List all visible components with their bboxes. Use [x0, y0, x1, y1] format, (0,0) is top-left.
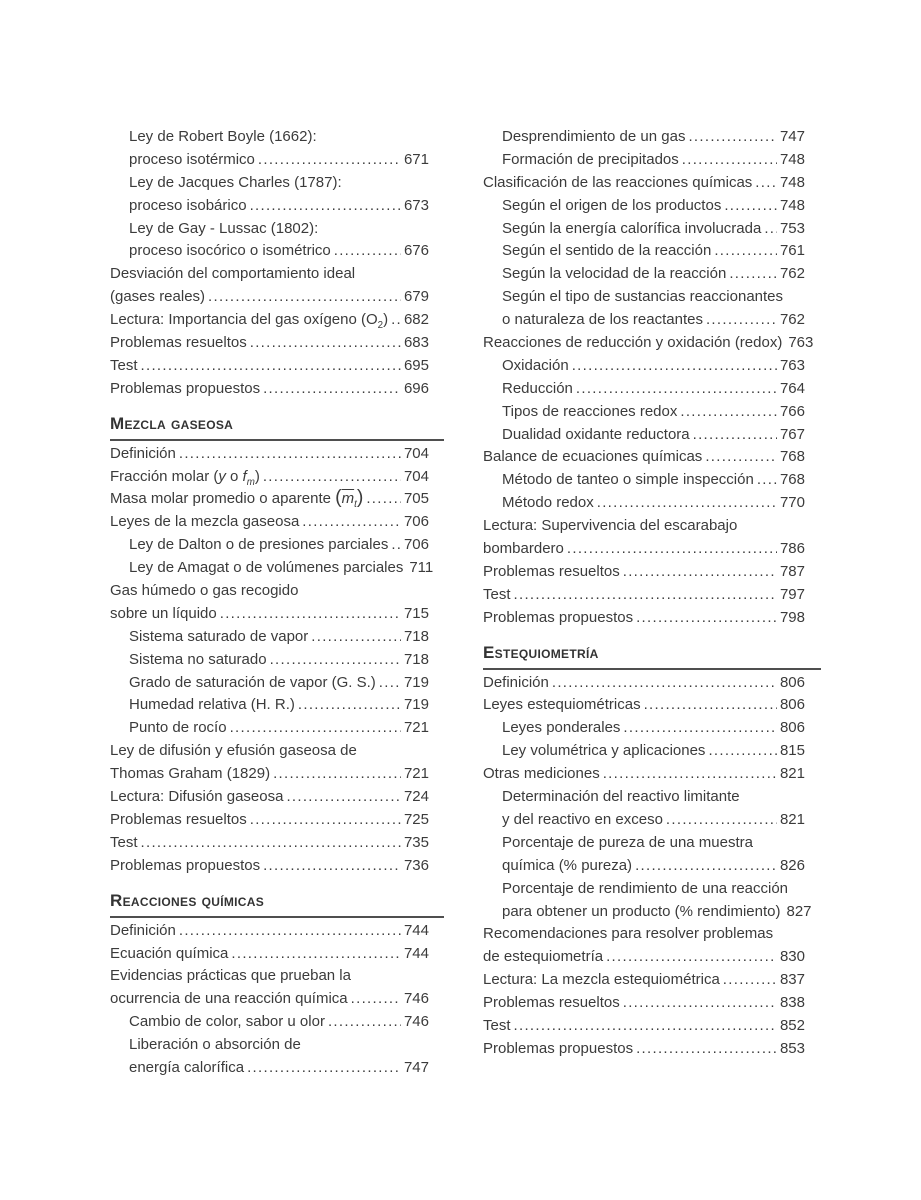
page-number: 748 [779, 173, 805, 191]
dot-leader [250, 197, 401, 214]
page-number: 721 [403, 765, 429, 783]
entry-title: Según el sentido de la reacción [502, 242, 712, 260]
page-number: 748 [779, 196, 805, 214]
entry-title: Ley de Gay - Lussac (1802): [129, 219, 319, 237]
page-number: 695 [403, 356, 429, 374]
toc-entry [110, 357, 444, 380]
dot-leader [230, 719, 401, 736]
entry-title: Ley de Robert Boyle (1662): [129, 128, 317, 145]
entry-title: Balance de ecuaciones químicas [483, 448, 703, 466]
entry-title: Test [483, 585, 511, 603]
entry-title: ocurrencia de una reacción química [110, 990, 348, 1008]
toc-entry [110, 468, 444, 491]
entry-title: Reducción [502, 379, 573, 397]
dot-leader [141, 357, 401, 374]
dot-leader [286, 788, 401, 805]
entry-title: (gases reales) [110, 288, 206, 306]
dot-leader [708, 742, 777, 759]
entry-title: bombardero [483, 540, 564, 558]
entry-title: Sistema saturado de vapor [129, 627, 309, 645]
section-header [483, 641, 821, 670]
entry-title: Problemas resueltos [110, 810, 247, 828]
page-number: 753 [779, 219, 805, 237]
entry-title: Porcentaje de pureza de una muestra [502, 833, 753, 851]
page-number: 853 [779, 1039, 805, 1057]
toc-entry [110, 990, 444, 1013]
toc-entry [483, 811, 821, 834]
entry-title: Método redox [502, 494, 594, 512]
toc-entry [110, 197, 444, 220]
toc-entry [483, 586, 821, 609]
dot-leader [636, 1040, 777, 1057]
dot-leader [623, 994, 777, 1011]
dot-leader [693, 426, 777, 443]
page-number: 827 [786, 902, 812, 920]
toc-entry [110, 945, 444, 968]
dot-leader [263, 857, 401, 874]
dot-leader [714, 242, 777, 259]
toc-entry [110, 719, 444, 742]
toc-entry [110, 242, 444, 265]
dot-leader [328, 1013, 401, 1030]
entry-title: Gas húmedo o gas recogido [110, 582, 299, 600]
page-number: 826 [779, 856, 805, 874]
page-number: 768 [779, 448, 805, 466]
toc-entry [110, 151, 444, 174]
page-number: 837 [779, 971, 805, 989]
entry-title: Test [110, 356, 138, 374]
toc-entry [483, 971, 821, 994]
toc-entry [483, 540, 821, 563]
page-number: 762 [779, 265, 805, 283]
dot-leader [764, 220, 777, 237]
entry-title: Lectura: La mezcla estequiométrica [483, 971, 720, 989]
dot-leader [270, 651, 401, 668]
page-number: 705 [403, 490, 429, 508]
entry-title: Ley de Amagat o de volúmenes parciales [129, 559, 404, 577]
dot-leader [757, 471, 777, 488]
entry-title: Test [110, 833, 138, 851]
entry-title: Evidencias prácticas que prueban la [110, 967, 351, 985]
toc-entry [483, 925, 821, 948]
section-title: Reacciones químicas [110, 890, 265, 910]
entry-title: y del reactivo en exceso [502, 810, 663, 828]
toc-entry [110, 265, 444, 288]
dot-leader [334, 242, 401, 259]
entry-title: Según el tipo de sustancias reaccionantes [502, 288, 784, 306]
toc-entry [110, 559, 444, 582]
toc-entry [483, 696, 821, 719]
page-number: 838 [779, 994, 805, 1012]
page-number: 671 [403, 150, 429, 168]
toc-entry [483, 334, 821, 357]
page-number: 736 [403, 856, 429, 874]
dot-leader [231, 945, 401, 962]
dot-leader [688, 128, 777, 145]
dot-leader [179, 922, 401, 939]
page-number: 744 [403, 921, 429, 939]
page-number: 806 [779, 719, 805, 737]
page-number: 798 [779, 608, 805, 626]
entry-title: Leyes ponderales [502, 719, 621, 737]
toc-entry [483, 174, 821, 197]
entry-title: Oxidación [502, 356, 569, 374]
dot-leader [273, 765, 401, 782]
entry-title: Desviación del comportamiento ideal [110, 265, 356, 283]
entry-title: Según la energía calorífica involucrada [502, 219, 762, 237]
dot-leader [258, 151, 401, 168]
toc-entry [483, 563, 821, 586]
dot-leader [755, 174, 777, 191]
page-number: 821 [779, 810, 805, 828]
entry-title: Problemas propuestos [483, 1039, 634, 1057]
toc-entry [110, 674, 444, 697]
page-number: 704 [403, 467, 429, 485]
entry-title: Otras mediciones [483, 765, 600, 783]
page-number: 768 [779, 471, 805, 489]
toc-entry [110, 605, 444, 628]
entry-title: Porcentaje de rendimiento de una reacción [502, 879, 789, 897]
entry-title: Liberación o absorción de [129, 1036, 301, 1054]
entry-title: Clasificación de las reacciones químicas [483, 173, 753, 191]
dot-leader [391, 311, 401, 328]
dot-leader [250, 811, 401, 828]
toc-entry [483, 994, 821, 1017]
entry-title: Masa molar promedio o aparente $(\overline{m}_t)$ [110, 486, 364, 511]
dot-leader [606, 948, 777, 965]
page-number: 806 [779, 673, 805, 691]
dot-leader [263, 380, 401, 397]
toc-entry [110, 922, 444, 945]
page-number: 821 [779, 765, 805, 783]
dot-leader [567, 540, 777, 557]
entry-title: Según la velocidad de la reacción [502, 265, 727, 283]
entry-title: Test [483, 1016, 511, 1034]
page-number: 767 [779, 425, 805, 443]
dot-leader [263, 468, 401, 485]
entry-title: Problemas resueltos [483, 994, 620, 1012]
page-number: 786 [779, 540, 805, 558]
entry-title: Método de tanteo o simple inspección [502, 471, 754, 489]
page-number: 770 [779, 494, 805, 512]
page-number: 787 [779, 562, 805, 580]
dot-leader [682, 151, 777, 168]
toc-entry [483, 242, 821, 265]
dot-leader [311, 628, 401, 645]
toc-entry [110, 174, 444, 197]
dot-leader [597, 494, 777, 511]
page-number: 762 [779, 311, 805, 329]
toc-entry [110, 742, 444, 765]
entry-title: Reacciones de reducción y oxidación (redox) [483, 334, 783, 352]
entry-title: Lectura: Importancia del gas oxígeno $(O_2)$ [110, 311, 389, 332]
dot-leader [680, 403, 777, 420]
toc-entry [483, 471, 821, 494]
toc-column-left [110, 128, 444, 1082]
toc-entry [110, 513, 444, 536]
toc-entry [110, 288, 444, 311]
dot-leader [644, 696, 777, 713]
section-title: Estequiometría [483, 642, 599, 662]
entry-title: Lectura: Supervivencia del escarabajo [483, 517, 738, 535]
dot-leader [572, 357, 777, 374]
toc-entry [483, 448, 821, 471]
dot-leader [379, 674, 401, 691]
entry-title: Punto de rocío [129, 719, 227, 737]
page-number: 746 [403, 1013, 429, 1031]
toc-entry [110, 311, 444, 334]
page-number: 761 [779, 242, 805, 260]
toc-entry [110, 445, 444, 468]
entry-title: Lectura: Difusión gaseosa [110, 788, 284, 806]
toc-entry [110, 380, 444, 403]
entry-title: Leyes estequiométricas [483, 696, 641, 714]
toc-entry [483, 380, 821, 403]
entry-title: Sistema no saturado [129, 650, 267, 668]
entry-title: Problemas resueltos [483, 562, 620, 580]
dot-leader [576, 380, 777, 397]
toc-entry [483, 903, 821, 926]
page-number: 815 [779, 742, 805, 760]
dot-leader [298, 696, 401, 713]
page-number: 747 [779, 128, 805, 145]
entry-title: energía calorífica [129, 1058, 245, 1076]
page-number: 676 [403, 242, 429, 260]
entry-title: Fracción molar (y o $f_m$) [110, 467, 260, 488]
entry-title: Cambio de color, sabor u olor [129, 1013, 325, 1031]
dot-leader [623, 563, 777, 580]
dot-leader [208, 288, 401, 305]
toc-entry [483, 357, 821, 380]
page-number: 715 [403, 604, 429, 622]
entry-title: o naturaleza de los reactantes [502, 311, 703, 329]
dot-leader [666, 811, 777, 828]
dot-leader [179, 445, 401, 462]
toc-entry [110, 651, 444, 674]
toc-entry [110, 788, 444, 811]
entry-title: Ley volumétrica y aplicaciones [502, 742, 706, 760]
page-number: 719 [403, 696, 429, 714]
toc-entry [483, 220, 821, 243]
entry-title: Problemas propuestos [110, 856, 261, 874]
page-number: 706 [403, 513, 429, 531]
toc-entry [483, 517, 821, 540]
entry-title: Formación de precipitados [502, 150, 679, 168]
page-number: 806 [779, 696, 805, 714]
entry-title: de estequiometría [483, 948, 604, 966]
toc-entry [110, 857, 444, 880]
entry-title: Recomendaciones para resolver problemas [483, 925, 774, 943]
section-header [110, 412, 444, 441]
dot-leader [391, 536, 401, 553]
toc-entry [483, 1040, 821, 1063]
toc-column-right [483, 128, 821, 1063]
dot-leader [302, 513, 401, 530]
page-number: 763 [788, 334, 814, 352]
toc-entry [110, 765, 444, 788]
entry-title: proceso isobárico [129, 196, 247, 214]
entry-title: Definición [110, 444, 176, 462]
toc-entry [483, 857, 821, 880]
toc-entry [483, 765, 821, 788]
toc-entry [110, 696, 444, 719]
entry-title: Problemas propuestos [110, 379, 261, 397]
toc-entry [483, 151, 821, 174]
toc-entry [483, 742, 821, 765]
entry-title: química (% pureza) [502, 856, 633, 874]
dot-leader [250, 334, 401, 351]
entry-title: Ecuación química [110, 944, 229, 962]
toc-entry [483, 426, 821, 449]
dot-leader [724, 197, 777, 214]
entry-title: proceso isotérmico [129, 150, 255, 168]
dot-leader [552, 674, 777, 691]
toc-entry [110, 128, 444, 151]
toc-entry [110, 1036, 444, 1059]
page-number: 725 [403, 810, 429, 828]
toc-entry [110, 1059, 444, 1082]
dot-leader [723, 971, 777, 988]
toc-entry [483, 880, 821, 903]
toc-entry [110, 486, 444, 513]
toc-entry [483, 197, 821, 220]
entry-title: sobre un líquido [110, 604, 217, 622]
entry-title: Problemas resueltos [110, 334, 247, 352]
page-number: 683 [403, 334, 429, 352]
toc-entry [483, 288, 821, 311]
entry-title: Problemas propuestos [483, 608, 634, 626]
toc-entry [483, 311, 821, 334]
toc-entry [483, 128, 821, 151]
dot-leader [623, 719, 777, 736]
page-number: 673 [403, 196, 429, 214]
page-number: 744 [403, 944, 429, 962]
toc-entry [110, 967, 444, 990]
entry-title: Ley de Jacques Charles (1787): [129, 173, 342, 191]
dot-leader [729, 265, 777, 282]
page-number: 852 [779, 1016, 805, 1034]
toc-entry [483, 834, 821, 857]
page-number: 679 [403, 288, 429, 306]
page-number: 696 [403, 379, 429, 397]
page-number: 682 [403, 311, 429, 329]
page-number: 718 [403, 650, 429, 668]
section-header [110, 889, 444, 918]
page-number: 706 [403, 536, 429, 554]
dot-leader [220, 605, 401, 622]
dot-leader [706, 311, 777, 328]
entry-title: Determinación del reactivo limitante [502, 788, 740, 806]
entry-title: Humedad relativa (H. R.) [129, 696, 295, 714]
dot-leader [141, 834, 401, 851]
entry-title: Leyes de la mezcla gaseosa [110, 513, 300, 531]
toc-entry [483, 494, 821, 517]
page-number: 718 [403, 627, 429, 645]
dot-leader [636, 609, 777, 626]
toc-entry [483, 403, 821, 426]
dot-leader [514, 1017, 777, 1034]
toc-entry [110, 834, 444, 857]
page-number: 735 [403, 833, 429, 851]
page-number: 711 [409, 559, 434, 577]
dot-leader [366, 490, 401, 507]
toc-entry [110, 811, 444, 834]
section-title: Mezcla gaseosa [110, 413, 234, 433]
entry-title: Según el origen de los productos [502, 196, 722, 214]
toc-entry [483, 609, 821, 632]
toc-entry [483, 788, 821, 811]
dot-leader [705, 448, 777, 465]
page-number: 747 [403, 1058, 429, 1076]
toc-entry [110, 220, 444, 243]
page-number: 797 [779, 585, 805, 603]
toc-entry [483, 674, 821, 697]
entry-title: Thomas Graham (1829) [110, 765, 271, 783]
toc-entry [483, 948, 821, 971]
entry-title: Definición [110, 921, 176, 939]
entry-title: Definición [483, 673, 549, 691]
page-number: 746 [403, 990, 429, 1008]
toc-entry [110, 582, 444, 605]
dot-leader [514, 586, 777, 603]
toc-entry [110, 536, 444, 559]
page-number: 766 [779, 402, 805, 420]
page-number: 721 [403, 719, 429, 737]
entry-title: Dualidad oxidante reductora [502, 425, 690, 443]
entry-title: para obtener un producto (% rendimiento) [502, 902, 781, 920]
dot-leader [603, 765, 777, 782]
dot-leader [247, 1059, 401, 1076]
entry-title: Ley de difusión y efusión gaseosa de [110, 742, 357, 760]
page-number: 724 [403, 788, 429, 806]
entry-title: Ley de Dalton o de presiones parciales [129, 536, 389, 554]
page-number: 704 [403, 444, 429, 462]
entry-title: Desprendimiento de un gas [502, 128, 686, 145]
toc-entry [483, 1017, 821, 1040]
toc-entry [483, 265, 821, 288]
dot-leader [351, 990, 401, 1007]
toc-entry [110, 334, 444, 357]
dot-leader [635, 857, 777, 874]
page-number: 830 [779, 948, 805, 966]
page-number: 763 [779, 356, 805, 374]
entry-title: Tipos de reacciones redox [502, 402, 678, 420]
entry-title: Grado de saturación de vapor (G. S.) [129, 673, 376, 691]
page-number: 719 [403, 673, 429, 691]
page-number: 764 [779, 379, 805, 397]
toc-entry [110, 1013, 444, 1036]
entry-title: proceso isocórico o isométrico [129, 242, 331, 260]
toc-entry [483, 719, 821, 742]
page-number: 748 [779, 150, 805, 168]
toc-entry [110, 628, 444, 651]
